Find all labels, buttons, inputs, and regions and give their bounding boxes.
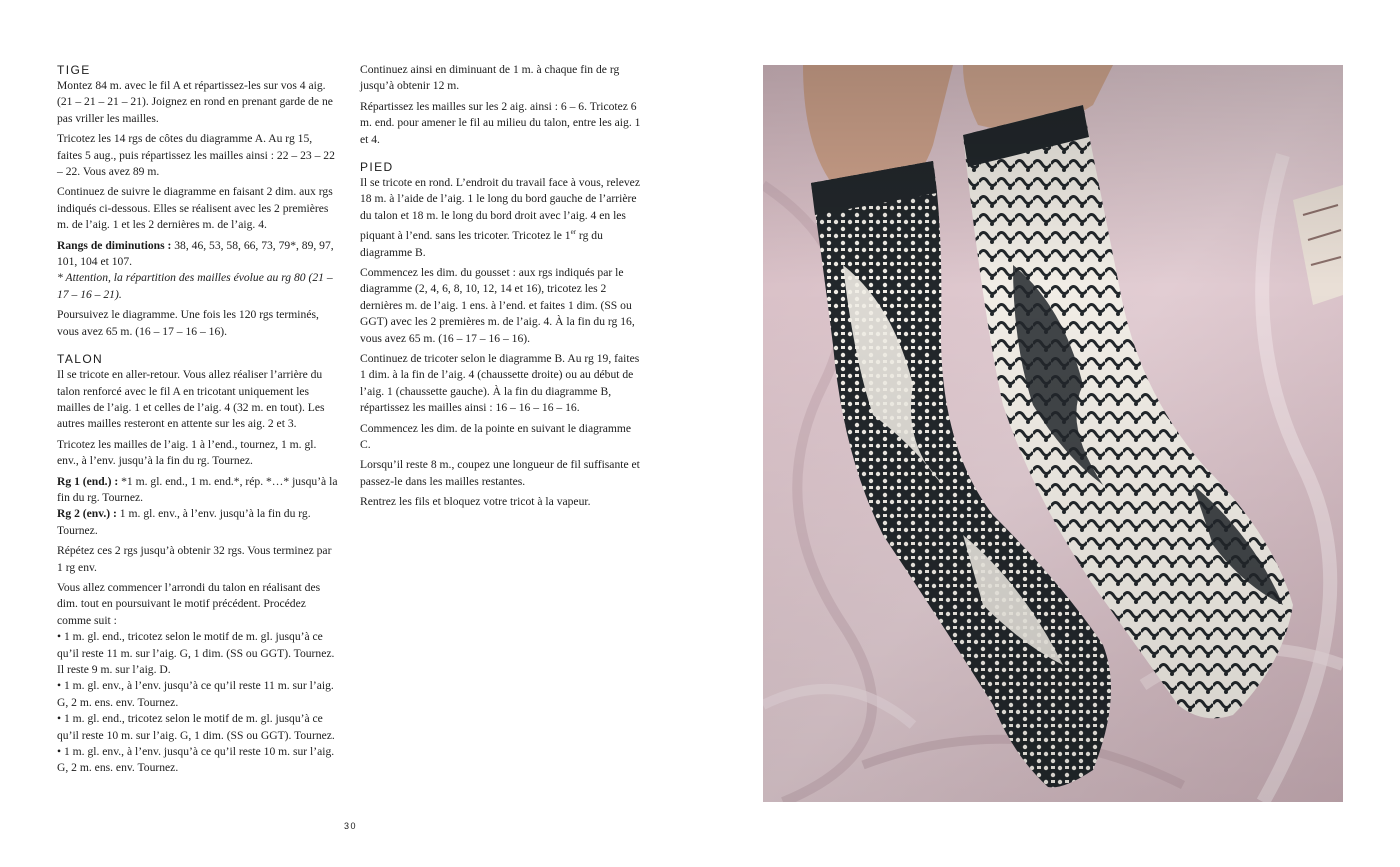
section-heading-talon: TALON (57, 352, 104, 367)
decrease-rows-values: 38, 46, 53, 58, 66, 73, 79*, 89, 97, 101, 104 et 107. (57, 238, 334, 269)
sock-photo (763, 65, 1343, 802)
left-column (57, 62, 339, 777)
bullet-step: • 1 m. gl. env., à l’env. jusqu’à ce qu’il reste 10 m. sur l’aig. G, 2 m. ens. env. Tournez. (57, 745, 335, 775)
sock-illustration (763, 65, 1343, 802)
page-number: 30 (344, 821, 358, 831)
tige-paragraph: Tricotez les 14 rgs de côtes du diagramme A. Au rg 15, faites 5 aug., puis répartissez les mailles ainsi : 22 – 23 – 22 – 22. Vous avez 89 m. (57, 132, 335, 179)
talon-paragraph: Vous allez commencer l’arrondi du talon en réalisant des dim. tout en poursuivant le motif précédent. Procédez comme suit : (57, 580, 321, 627)
section-heading-pied: PIED (360, 160, 394, 175)
decrease-rows-label: Rangs de diminutions : (57, 238, 172, 252)
row-2-text: 1 m. gl. env., à l’env. jusqu’à la fin du rg. Tournez. (57, 507, 311, 537)
bullet-step: • 1 m. gl. env., à l’env. jusqu’à ce qu’il reste 11 m. sur l’aig. G, 2 m. ens. env. Tournez. (57, 679, 334, 709)
middle-column (360, 62, 642, 515)
section-heading-tige: TIGE (57, 63, 91, 77)
heel-continue-paragraph: Répartissez les mailles sur les 2 aig. ainsi : 6 – 6. Tricotez 6 m. end. pour amener le fil au milieu du talon, entre les aig. 1 et 4. (360, 99, 641, 146)
talon-paragraph: Il se tricote en aller-retour. Vous allez réaliser l’arrière du talon renforcé avec le fil A en tricotant uniquement les mailles de l’aig. 1 et celles de l’aig. 4 (32 m. en tout). Les autres mailles resteront en attente sur les aig. 2 et 3. (57, 368, 325, 431)
talon-paragraph: Tricotez les mailles de l’aig. 1 à l’end., tournez, 1 m. gl. env., à l’env. jusqu’à la fin du rg. Tournez. (57, 437, 317, 468)
bullet-step: • 1 m. gl. end., tricotez selon le motif de m. gl. jusqu’à ce qu’il reste 11 m. sur l’aig. G, 1 dim. (SS ou GGT). Tournez. Il reste 9 m. sur l’aig. D. (57, 630, 335, 676)
row-1-instruction (57, 474, 339, 507)
tige-paragraph: Montez 84 m. avec le fil A et répartissez-les sur vos 4 aig. (21 – 21 – 21 – 21). Joignez en rond en prenant garde de ne pas vriller les mailles. (57, 79, 333, 125)
ordinal-superscript: er (570, 228, 577, 237)
heel-continue-paragraph: Continuez ainsi en diminuant de 1 m. à chaque fin de rg jusqu’à obtenir 12 m. (360, 63, 620, 93)
pied-paragraph: Commencez les dim. de la pointe en suivant le diagramme C. (360, 421, 632, 451)
row-2-instruction (57, 506, 339, 539)
row-1-text: *1 m. gl. end., 1 m. end.*, rép. *…* jusqu’à la fin du rg. Tournez. (57, 474, 338, 504)
row-2-label: Rg 2 (env.) : (57, 507, 117, 521)
bullet-step: • 1 m. gl. end., tricotez selon le motif de m. gl. jusqu’à ce qu’il reste 10 m. sur l’aig. G, 1 dim. (SS ou GGT). Tournez. (57, 712, 335, 742)
decrease-rows-paragraph (57, 238, 339, 271)
attention-note: * Attention, la répartition des mailles évolue au rg 80 (21 – 17 – 16 – 21). (57, 271, 333, 301)
tige-paragraph: Continuez de suivre le diagramme en faisant 2 dim. aux rgs indiqués ci-dessous. Elles se réalisent avec les 2 premières m. de l’aig. 1 et les 2 dernières m. de l’aig. 4. (57, 185, 333, 232)
pied-paragraph: Lorsqu’il reste 8 m., coupez une longueur de fil suffisante et passez-le dans les mailles restantes. (360, 458, 640, 488)
pied-text: Il se tricote en rond. L’endroit du travail face à vous, relevez 18 m. à l’aide de l’aig. 1 le long du bord gauche de l’arrière du talon et 18 m. le long du bord droit avec l’aig. 4 en les piquant à l’end. sans les tricoter. Tricotez le 1 (360, 176, 640, 243)
pied-paragraph: Rentrez les fils et bloquez votre tricot à la vapeur. (360, 495, 591, 509)
pied-text: rg du diagramme B. (360, 229, 603, 259)
tige-paragraph: Poursuivez le diagramme. Une fois les 120 rgs terminés, vous avez 65 m. (16 – 17 – 16 – 16). (57, 308, 319, 338)
talon-paragraph: Répétez ces 2 rgs jusqu’à obtenir 32 rgs. Vous terminez par 1 rg env. (57, 544, 332, 574)
pied-paragraph: Continuez de tricoter selon le diagramme B. Au rg 19, faites 1 dim. à la fin de l’aig. 4 (chaussette droite) ou au début de l’aig. 1 (chaussette gauche). À la fin du diagramme B, répartissez les mailles ainsi : 16 – 16 – 16 – 16. (360, 351, 640, 415)
pied-paragraph: Commencez les dim. du gousset : aux rgs indiqués par le diagramme (2, 4, 6, 8, 10, 12, 14 et 16), tricotez les 2 dernières m. de l’aig. 1 ens. à l’end. et faites 1 dim. (SS ou GGT) avec les 2 premières m. de l’aig. 4. À la fin du rg 16, vous avez 65 m. (16 – 17 – 16 – 16). (360, 265, 635, 345)
row-1-label: Rg 1 (end.) : (57, 474, 119, 488)
pied-paragraph (360, 175, 642, 261)
